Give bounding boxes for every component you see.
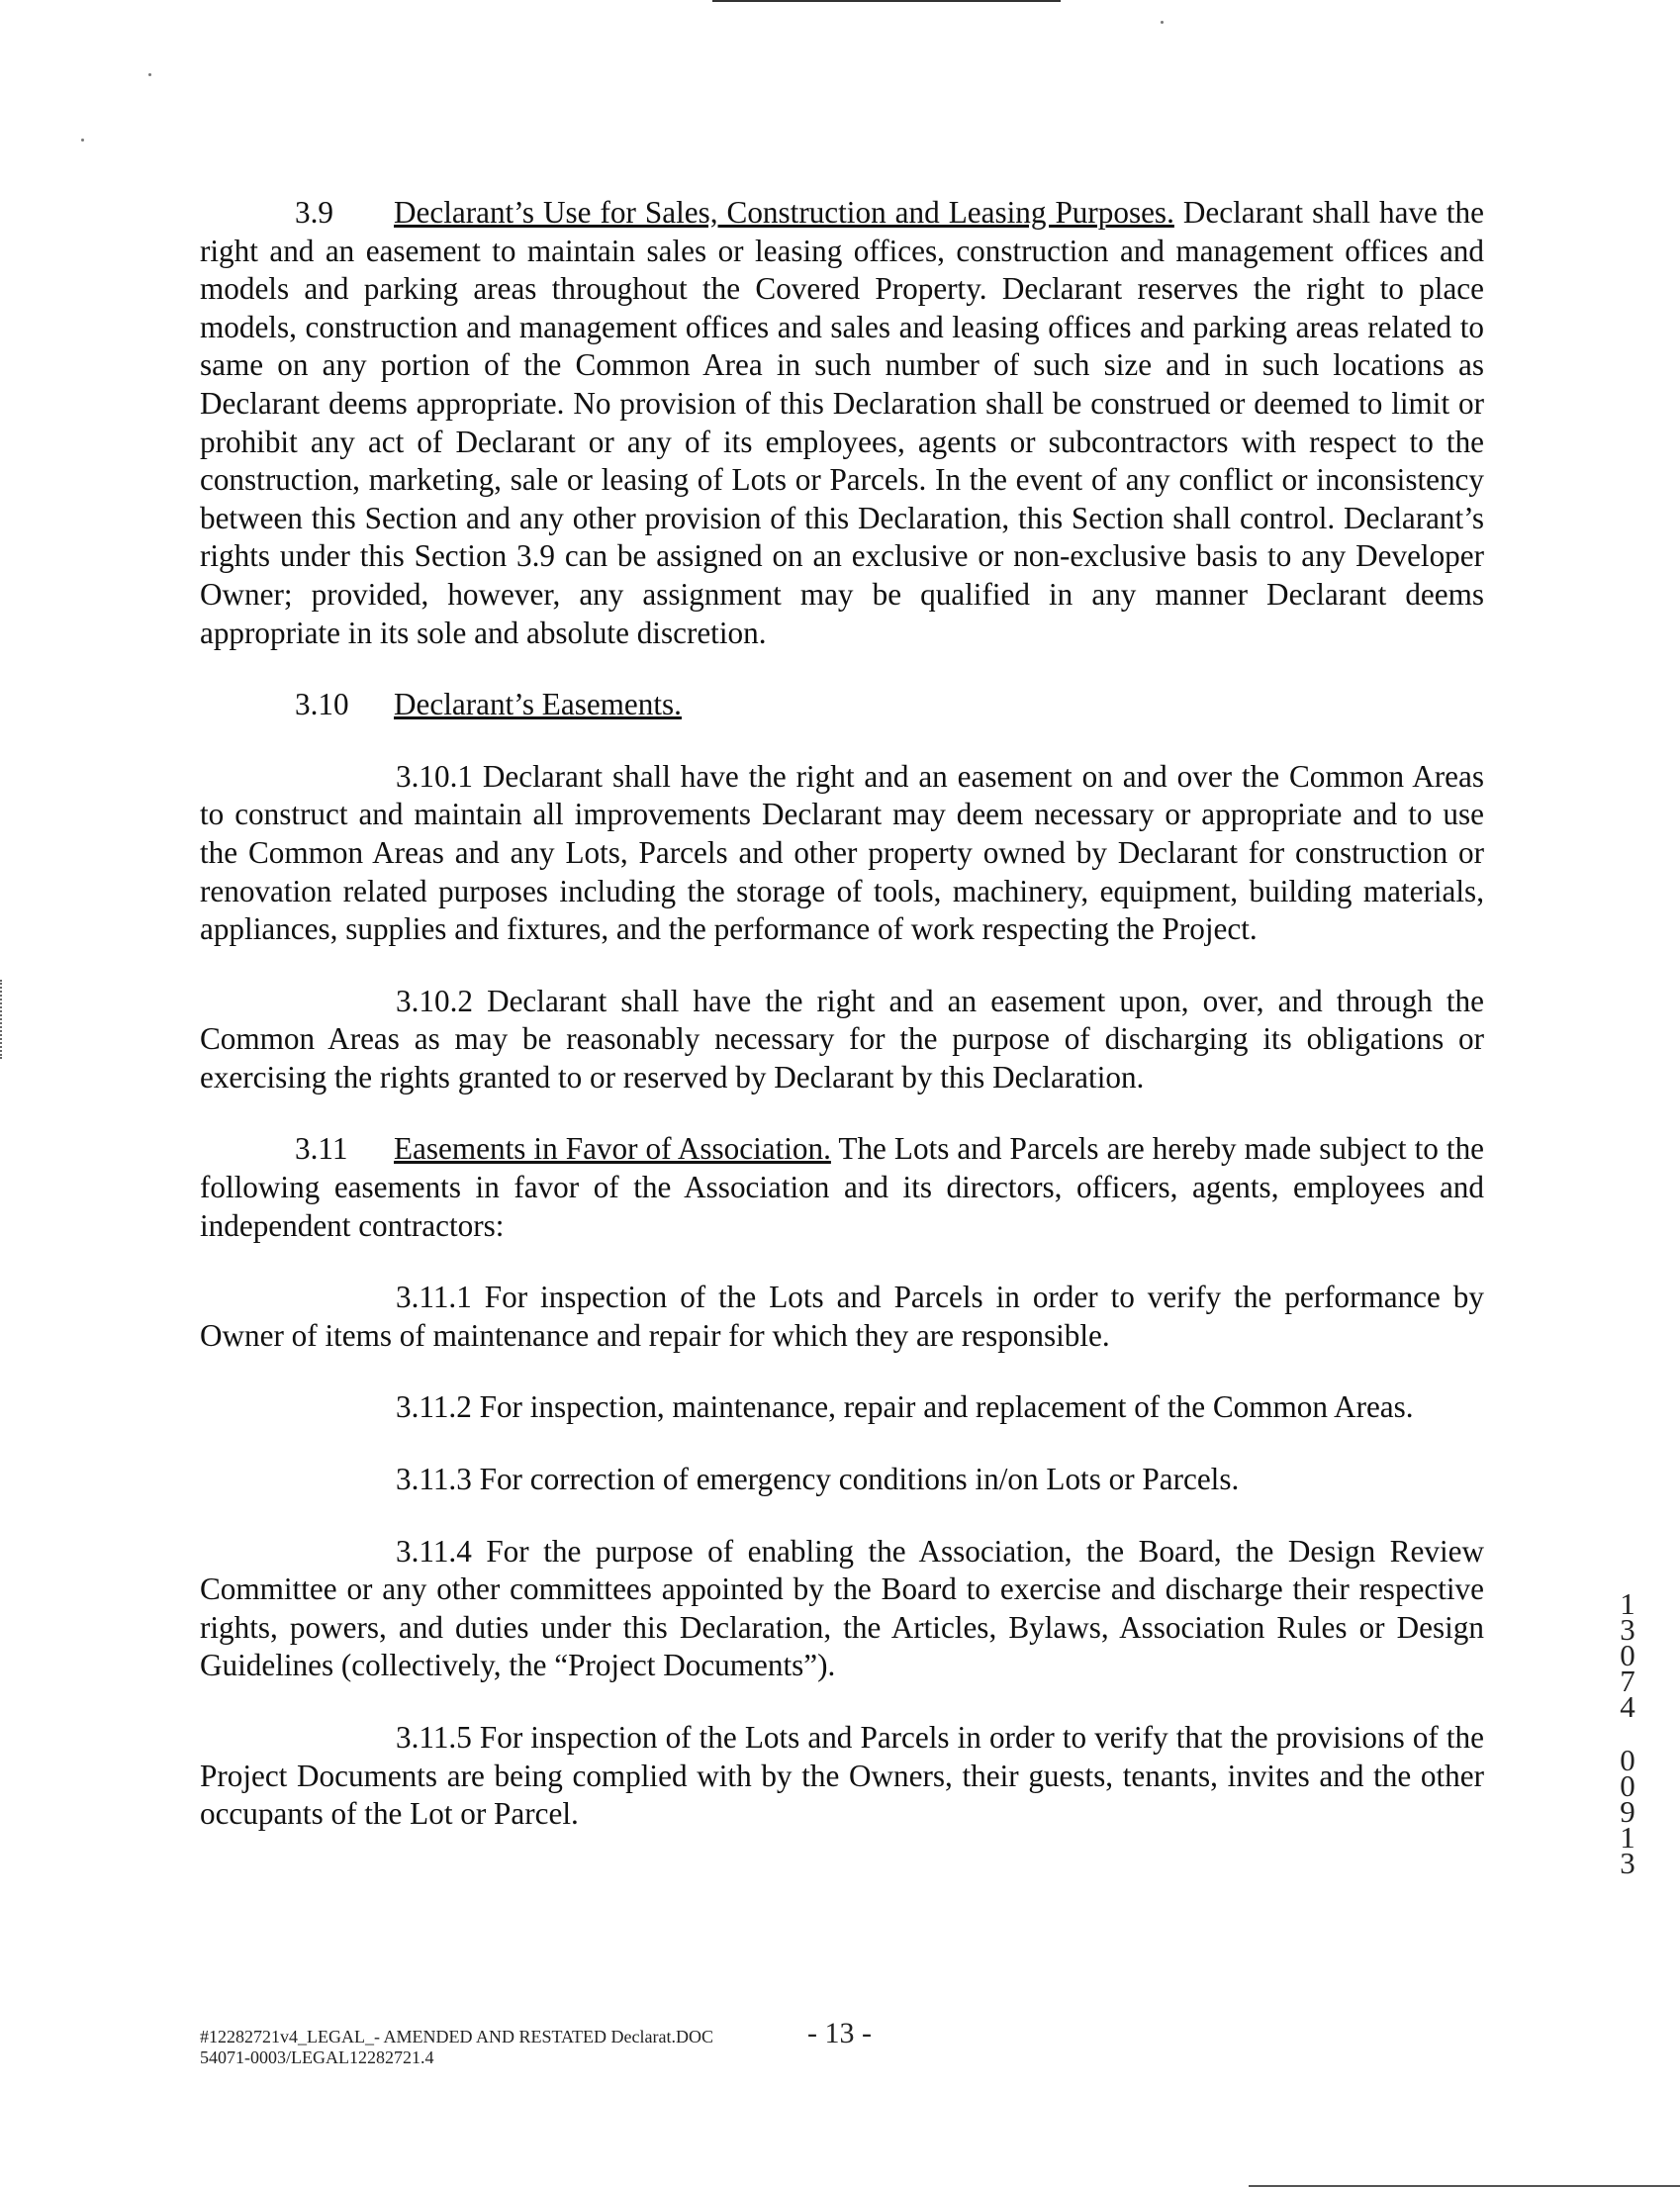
stamp-digit: 7 [1620, 1664, 1635, 1698]
scan-speck [1161, 21, 1164, 24]
stamp-digit: 0 [1620, 1743, 1635, 1777]
section-3-10 [200, 686, 1484, 724]
section-3-11-4 [200, 1533, 1484, 1685]
section-number: 3.9 [295, 195, 333, 230]
document-body [200, 194, 1484, 1867]
section-text: 3.11.1 For inspection of the Lots and Parcels in order to verify the performance by Owner of items of maintenance and repair for which they are responsible. [200, 1280, 1484, 1353]
footer-line-2: 54071-0003/LEGAL12282721.4 [200, 2047, 434, 2067]
footer-doc-id [200, 2027, 713, 2068]
section-3-11-5 [200, 1719, 1484, 1834]
section-heading: Declarant’s Use for Sales, Construction and Leasing Purposes. [394, 195, 1174, 230]
side-stamp-number [1613, 1586, 1642, 1880]
stamp-digit: 9 [1620, 1794, 1635, 1829]
scan-speck [148, 73, 151, 76]
page-number: - 13 - [807, 2017, 872, 2049]
section-text: 3.10.2 Declarant shall have the right and an easement upon, over, and through the Common Areas as may be reasonably necessary for the purpose of discharging its obligations or exercising the rights granted to or reserved by Declarant by this Declaration. [200, 983, 1484, 1094]
stamp-digit: 3 [1620, 1846, 1635, 1880]
section-3-9 [200, 194, 1484, 652]
stamp-digit: 1 [1620, 1820, 1635, 1855]
section-body: Declarant shall have the right and an easement to maintain sales or leasing offices, construction and management offices and models and parking areas throughout the Covered Property. Declarant reserves the right to place models, construction and management offices and sales and leasing offices and parking areas related to same on any portion of the Common Area in such number of such size and in such locations as Declarant deems appropriate. No provision of this Declaration shall be construed or deemed to limit or prohibit any act of Declarant or any of its employees, agents or subcontractors with respect to the construction, marketing, sale or leasing of Lots or Parcels. In the event of any conflict or inconsistency between this Section and any other provision of this Declaration, this Section shall control. Declarant’s rights under this Section 3.9 can be assigned on an exclusive or non-exclusive basis to any Developer Owner; provided, however, any assignment may be qualified in any manner Declarant deems appropriate in its sole and absolute discretion. [200, 195, 1484, 650]
footer-line-1: #12282721v4_LEGAL_- AMENDED AND RESTATED Declarat.DOC [200, 2027, 713, 2046]
section-text: 3.11.2 For inspection, maintenance, repair and replacement of the Common Areas. [396, 1389, 1414, 1425]
section-heading: Declarant’s Easements. [394, 687, 682, 722]
top-rule [712, 0, 1061, 2]
section-text: 3.11.5 For inspection of the Lots and Parcels in order to verify that the provisions of the Project Documents are being complied with by the Owners, their guests, tenants, invites and the other occupants of the Lot or Parcel. [200, 1720, 1484, 1832]
section-text: 3.10.1 Declarant shall have the right and an easement on and over the Common Areas to construct and maintain all improvements Declarant may deem necessary or appropriate and to use the Common Areas and any Lots, Parcels and other property owned by Declarant for construction or renovation related purposes including the storage of tools, machinery, equipment, building materials, appliances, supplies and fixtures, and the performance of work respecting the Project. [200, 758, 1484, 947]
bottom-rule [1249, 2185, 1680, 2187]
section-3-10-2 [200, 983, 1484, 1097]
section-3-11-1 [200, 1279, 1484, 1355]
section-3-11-2 [200, 1388, 1484, 1427]
stamp-digit: 3 [1620, 1612, 1635, 1647]
scan-speck [81, 139, 84, 142]
section-number: 3.11 [295, 1131, 348, 1167]
section-text: 3.11.3 For correction of emergency conditions in/on Lots or Parcels. [396, 1462, 1240, 1497]
section-3-11 [200, 1130, 1484, 1245]
section-3-11-3 [200, 1461, 1484, 1499]
section-heading: Easements in Favor of Association. [394, 1131, 831, 1167]
stamp-digit: 1 [1620, 1586, 1635, 1621]
section-number: 3.10 [295, 687, 349, 722]
stamp-digit: 0 [1620, 1638, 1635, 1672]
left-edge-marks [0, 980, 5, 1059]
stamp-digit: 0 [1620, 1768, 1635, 1803]
section-body: The Lots and Parcels are hereby made subject to the following easements in favor of the Association and its directors, officers, agents, employees and independent contractors: [200, 1131, 1485, 1243]
section-text: 3.11.4 For the purpose of enabling the Association, the Board, the Design Review Committee or any other committees appointed by the Board to exercise and discharge their respective rights, powers, and duties under this Declaration, the Articles, Bylaws, Association Rules or Design Guidelines (collectively, the “Project Documents”). [200, 1533, 1484, 1683]
section-3-10-1 [200, 758, 1484, 949]
stamp-digit: 4 [1620, 1689, 1635, 1724]
